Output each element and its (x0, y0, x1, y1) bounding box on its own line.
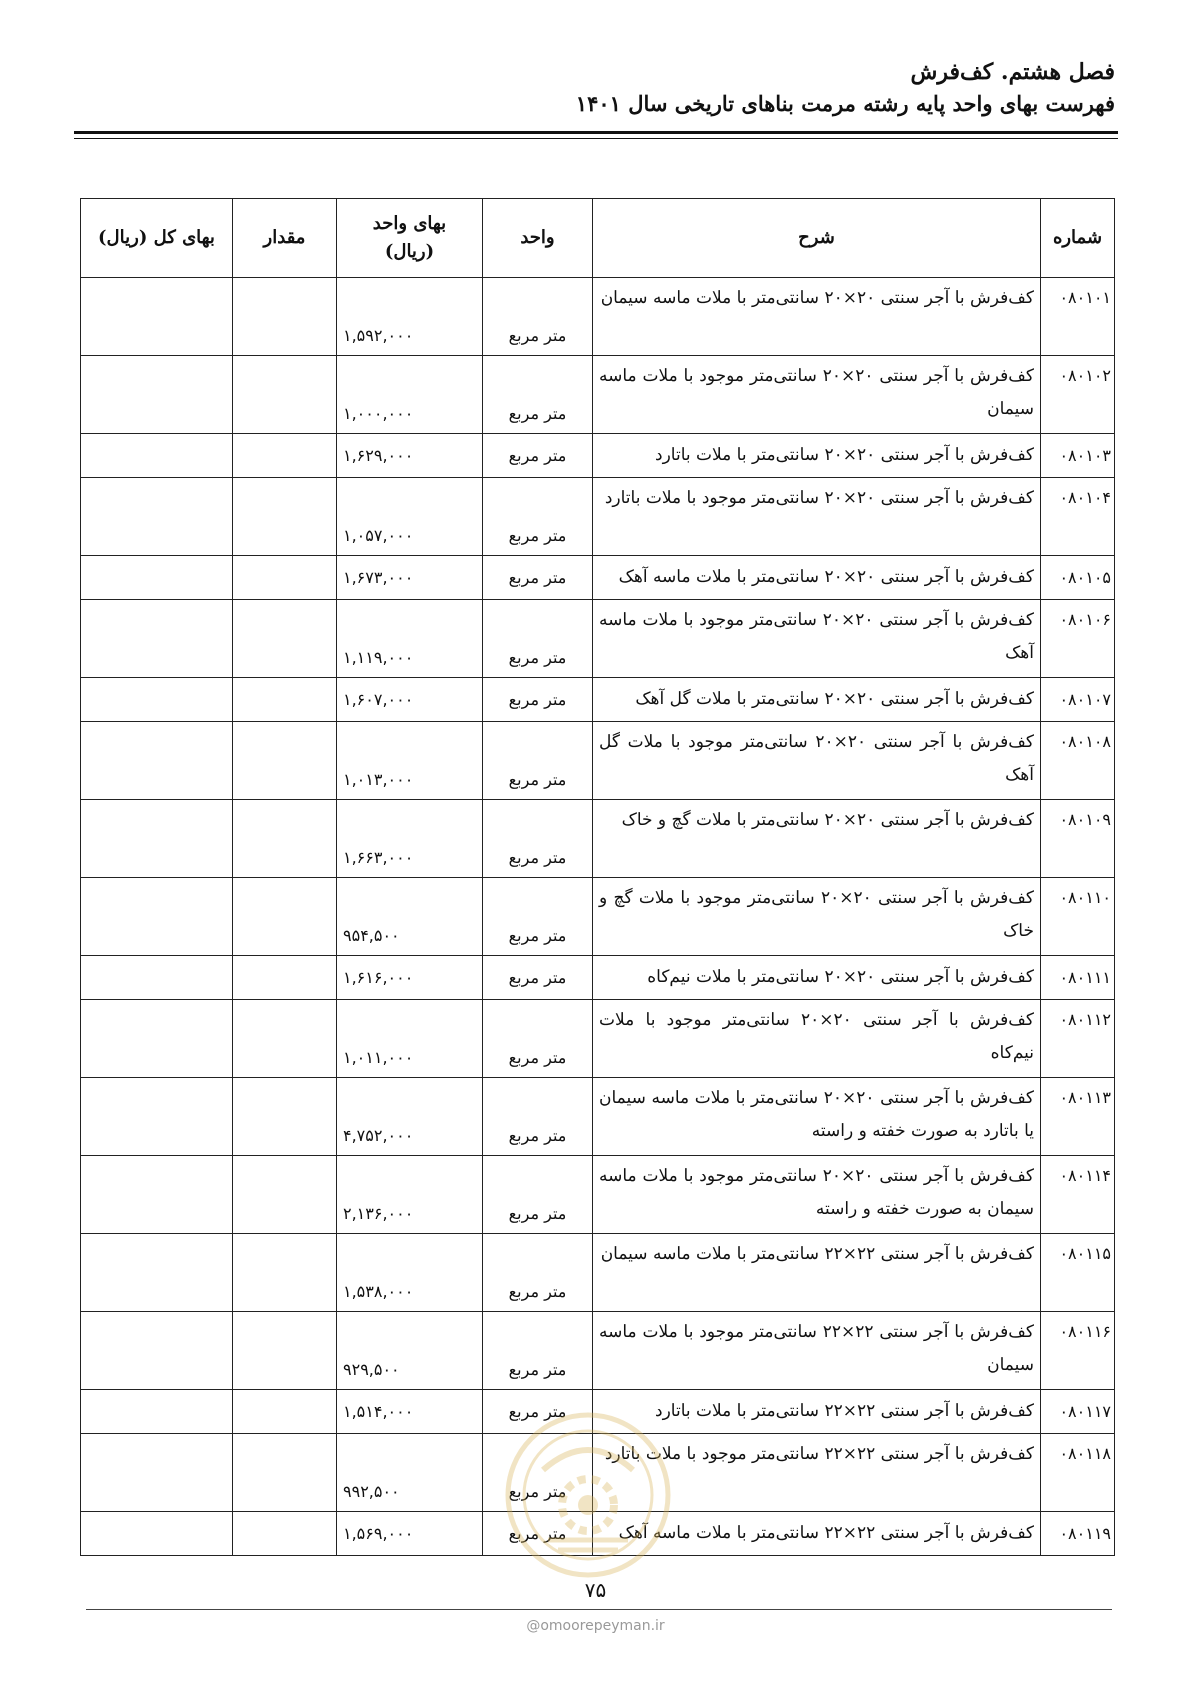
item-unit: متر مربع (483, 600, 593, 678)
item-unit-price: ۹۹۲,۵۰۰ (337, 1434, 483, 1512)
item-unit-price: ۹۲۹,۵۰۰ (337, 1312, 483, 1390)
item-unit-price: ۱,۶۰۷,۰۰۰ (337, 678, 483, 722)
table-row (81, 356, 1115, 434)
item-code: ۰۸۰۱۱۹ (1041, 1512, 1115, 1556)
header-unit-price-currency: (ریال) (384, 241, 435, 262)
item-total-price (81, 678, 233, 722)
item-code: ۰۸۰۱۰۲ (1041, 356, 1115, 434)
price-table (80, 198, 1115, 1556)
item-quantity (233, 956, 337, 1000)
item-unit-price: ۱,۱۱۹,۰۰۰ (337, 600, 483, 678)
item-unit: متر مربع (483, 1312, 593, 1390)
item-code: ۰۸۰۱۱۷ (1041, 1390, 1115, 1434)
item-unit-price: ۱,۵۳۸,۰۰۰ (337, 1234, 483, 1312)
item-unit-price: ۱,۰۵۷,۰۰۰ (337, 478, 483, 556)
item-total-price (81, 434, 233, 478)
item-unit-price: ۱,۵۱۴,۰۰۰ (337, 1390, 483, 1434)
watermark-seal-icon (503, 1410, 673, 1580)
item-description: کف‌فرش با آجر سنتی ۲۰×۲۰ سانتی‌متر با ملات نیم‌کاه (593, 956, 1041, 1000)
table-row (81, 556, 1115, 600)
item-description: کف‌فرش با آجر سنتی ۲۰×۲۰ سانتی‌متر موجود با ملات گل آهک (593, 722, 1041, 800)
table-row (81, 956, 1115, 1000)
item-code: ۰۸۰۱۱۵ (1041, 1234, 1115, 1312)
table-header-row (81, 199, 1115, 278)
item-total-price (81, 1312, 233, 1390)
item-quantity (233, 1512, 337, 1556)
item-code: ۰۸۰۱۱۲ (1041, 1000, 1115, 1078)
item-total-price (81, 1512, 233, 1556)
chapter-title: فصل هشتم. کف‌فرش (910, 59, 1115, 85)
table-row (81, 600, 1115, 678)
item-code: ۰۸۰۱۰۶ (1041, 600, 1115, 678)
item-code: ۰۸۰۱۰۱ (1041, 278, 1115, 356)
item-unit: متر مربع (483, 434, 593, 478)
item-unit-price: ۱,۵۶۹,۰۰۰ (337, 1512, 483, 1556)
item-quantity (233, 722, 337, 800)
document-title: فهرست بهای واحد پایه رشته مرمت بناهای تاریخی سال ۱۴۰۱ (575, 91, 1115, 116)
item-quantity (233, 600, 337, 678)
header-quantity: مقدار (233, 199, 337, 278)
item-code: ۰۸۰۱۰۷ (1041, 678, 1115, 722)
item-description: کف‌فرش با آجر سنتی ۲۰×۲۰ سانتی‌متر با ملات ماسه آهک (593, 556, 1041, 600)
header-total-price: بهای کل (ریال) (81, 199, 233, 278)
item-unit: متر مربع (483, 1234, 593, 1312)
table-row (81, 434, 1115, 478)
item-unit-price: ۲,۱۳۶,۰۰۰ (337, 1156, 483, 1234)
item-total-price (81, 1434, 233, 1512)
table-row (81, 1000, 1115, 1078)
item-description: کف‌فرش با آجر سنتی ۲۰×۲۰ سانتی‌متر با ملات گل آهک (593, 678, 1041, 722)
item-quantity (233, 556, 337, 600)
item-unit: متر مربع (483, 278, 593, 356)
item-quantity (233, 1078, 337, 1156)
item-unit: متر مربع (483, 1000, 593, 1078)
item-total-price (81, 1156, 233, 1234)
item-description: کف‌فرش با آجر سنتی ۲۰×۲۰ سانتی‌متر با ملات ماسه سیمان یا باتارد به صورت خفته و راسته (593, 1078, 1041, 1156)
item-quantity (233, 1234, 337, 1312)
item-total-price (81, 278, 233, 356)
item-description: کف‌فرش با آجر سنتی ۲۲×۲۲ سانتی‌متر با ملات باتارد (593, 1390, 1041, 1434)
item-quantity (233, 1312, 337, 1390)
page-header (76, 56, 1115, 120)
item-description: کف‌فرش با آجر سنتی ۲۰×۲۰ سانتی‌متر موجود با ملات باتارد (593, 478, 1041, 556)
item-unit: متر مربع (483, 800, 593, 878)
item-unit-price: ۱,۰۰۰,۰۰۰ (337, 356, 483, 434)
item-quantity (233, 278, 337, 356)
item-total-price (81, 556, 233, 600)
item-quantity (233, 1390, 337, 1434)
item-unit: متر مربع (483, 1434, 593, 1512)
item-code: ۰۸۰۱۱۶ (1041, 1312, 1115, 1390)
item-quantity (233, 678, 337, 722)
header-description: شرح (593, 199, 1041, 278)
header-number: شماره (1041, 199, 1115, 278)
item-total-price (81, 356, 233, 434)
table-row (81, 800, 1115, 878)
item-code: ۰۸۰۱۱۴ (1041, 1156, 1115, 1234)
item-unit: متر مربع (483, 556, 593, 600)
website-watermark: @omoorepeyman.ir (526, 1618, 665, 1634)
item-unit-price: ۱,۵۹۲,۰۰۰ (337, 278, 483, 356)
item-description: کف‌فرش با آجر سنتی ۲۲×۲۲ سانتی‌متر با ملات ماسه سیمان (593, 1234, 1041, 1312)
table-row (81, 1156, 1115, 1234)
item-total-price (81, 800, 233, 878)
item-code: ۰۸۰۱۰۸ (1041, 722, 1115, 800)
page-number: ۷۵ (584, 1578, 607, 1602)
item-description: کف‌فرش با آجر سنتی ۲۰×۲۰ سانتی‌متر موجود با ملات ماسه سیمان (593, 356, 1041, 434)
item-total-price (81, 1234, 233, 1312)
item-code: ۰۸۰۱۱۱ (1041, 956, 1115, 1000)
item-unit: متر مربع (483, 878, 593, 956)
header-unit-price (337, 199, 483, 278)
item-description: کف‌فرش با آجر سنتی ۲۰×۲۰ سانتی‌متر موجود با ملات نیم‌کاه (593, 1000, 1041, 1078)
item-code: ۰۸۰۱۰۵ (1041, 556, 1115, 600)
item-unit-price: ۴,۷۵۲,۰۰۰ (337, 1078, 483, 1156)
item-quantity (233, 878, 337, 956)
item-total-price (81, 722, 233, 800)
item-unit-price: ۱,۰۱۱,۰۰۰ (337, 1000, 483, 1078)
item-description: کف‌فرش با آجر سنتی ۲۰×۲۰ سانتی‌متر با ملات باتارد (593, 434, 1041, 478)
item-total-price (81, 600, 233, 678)
table-row (81, 678, 1115, 722)
item-quantity (233, 478, 337, 556)
item-quantity (233, 356, 337, 434)
table-row (81, 278, 1115, 356)
item-total-price (81, 478, 233, 556)
item-description: کف‌فرش با آجر سنتی ۲۲×۲۲ سانتی‌متر موجود با ملات باتارد (593, 1434, 1041, 1512)
item-unit: متر مربع (483, 1156, 593, 1234)
table-row (81, 722, 1115, 800)
item-unit-price: ۱,۰۱۳,۰۰۰ (337, 722, 483, 800)
item-unit-price: ۱,۶۶۳,۰۰۰ (337, 800, 483, 878)
item-code: ۰۸۰۱۰۹ (1041, 800, 1115, 878)
table-row (81, 478, 1115, 556)
item-unit-price: ۱,۶۱۶,۰۰۰ (337, 956, 483, 1000)
header-unit-price-label: بهای واحد (372, 213, 447, 234)
header-rule-thick (74, 131, 1118, 134)
item-quantity (233, 1000, 337, 1078)
table-row (81, 1312, 1115, 1390)
item-unit: متر مربع (483, 678, 593, 722)
item-total-price (81, 1078, 233, 1156)
item-description: کف‌فرش با آجر سنتی ۲۲×۲۲ سانتی‌متر با ملات ماسه آهک (593, 1512, 1041, 1556)
item-description: کف‌فرش با آجر سنتی ۲۰×۲۰ سانتی‌متر با ملات گچ و خاک (593, 800, 1041, 878)
item-unit: متر مربع (483, 356, 593, 434)
item-description: کف‌فرش با آجر سنتی ۲۰×۲۰ سانتی‌متر موجود با ملات گچ و خاک (593, 878, 1041, 956)
table-row (81, 878, 1115, 956)
item-description: کف‌فرش با آجر سنتی ۲۰×۲۰ سانتی‌متر موجود با ملات ماسه سیمان به صورت خفته و راسته (593, 1156, 1041, 1234)
item-description: کف‌فرش با آجر سنتی ۲۰×۲۰ سانتی‌متر با ملات ماسه سیمان (593, 278, 1041, 356)
item-total-price (81, 956, 233, 1000)
item-code: ۰۸۰۱۱۸ (1041, 1434, 1115, 1512)
item-description: کف‌فرش با آجر سنتی ۲۲×۲۲ سانتی‌متر موجود با ملات ماسه سیمان (593, 1312, 1041, 1390)
item-unit-price: ۱,۶۷۳,۰۰۰ (337, 556, 483, 600)
item-quantity (233, 1434, 337, 1512)
item-description: کف‌فرش با آجر سنتی ۲۰×۲۰ سانتی‌متر موجود با ملات ماسه آهک (593, 600, 1041, 678)
table-row (81, 1234, 1115, 1312)
item-unit: متر مربع (483, 478, 593, 556)
item-unit: متر مربع (483, 956, 593, 1000)
item-total-price (81, 1390, 233, 1434)
item-unit-price: ۱,۶۲۹,۰۰۰ (337, 434, 483, 478)
item-code: ۰۸۰۱۱۳ (1041, 1078, 1115, 1156)
item-code: ۰۸۰۱۱۰ (1041, 878, 1115, 956)
item-unit-price: ۹۵۴,۵۰۰ (337, 878, 483, 956)
item-quantity (233, 434, 337, 478)
item-total-price (81, 878, 233, 956)
item-code: ۰۸۰۱۰۴ (1041, 478, 1115, 556)
item-unit: متر مربع (483, 1078, 593, 1156)
item-quantity (233, 800, 337, 878)
item-unit: متر مربع (483, 1512, 593, 1556)
header-rule-thin (74, 138, 1118, 139)
table-row (81, 1078, 1115, 1156)
item-code: ۰۸۰۱۰۳ (1041, 434, 1115, 478)
item-unit: متر مربع (483, 1390, 593, 1434)
footer-rule (86, 1609, 1112, 1610)
item-unit: متر مربع (483, 722, 593, 800)
item-total-price (81, 1000, 233, 1078)
header-unit: واحد (483, 199, 593, 278)
item-quantity (233, 1156, 337, 1234)
